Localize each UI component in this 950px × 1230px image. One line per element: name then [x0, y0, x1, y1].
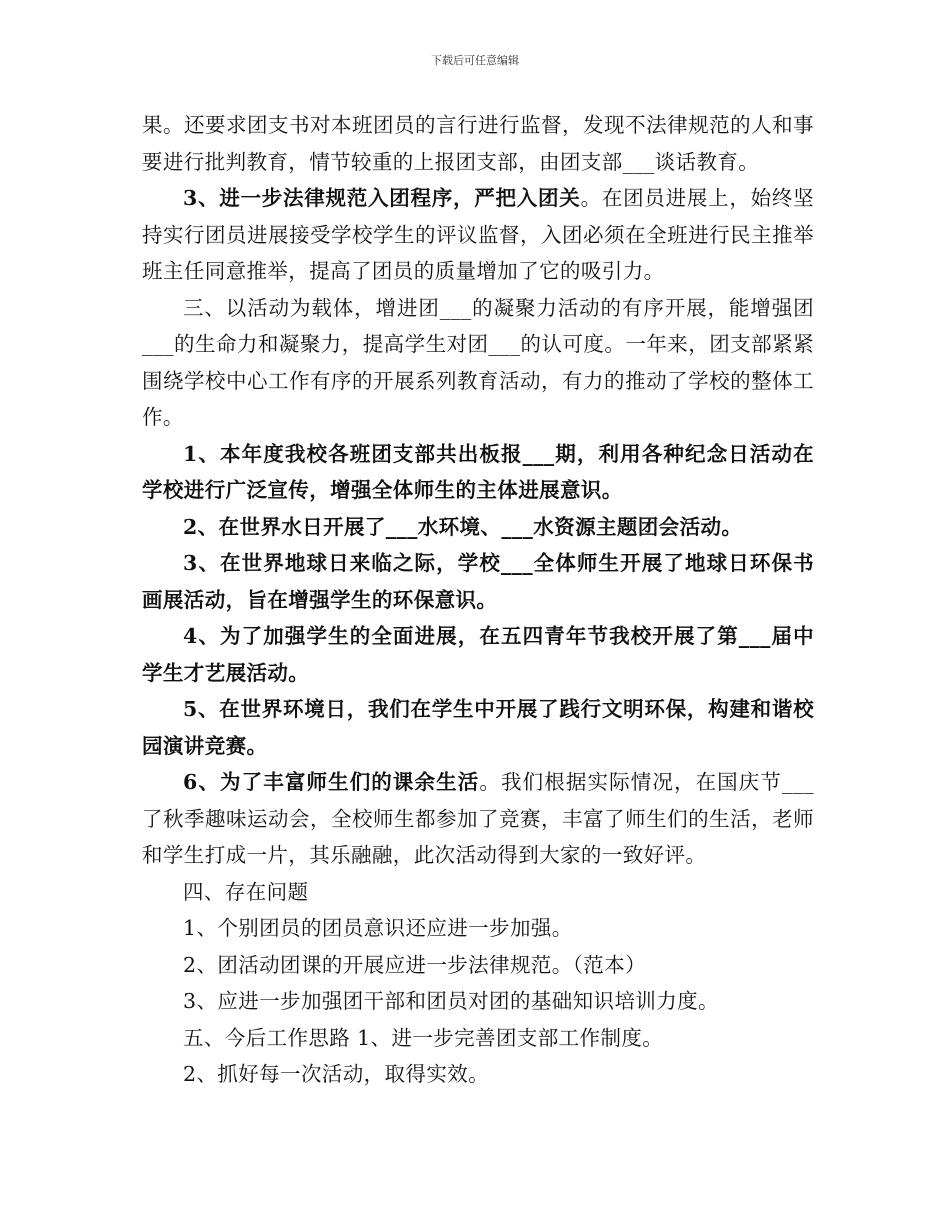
paragraph-text: 三、以活动为载体，增进团___的凝聚力活动的有序开展，能增强团___的生命力和凝聚力，提高学生对团___的认可度。一年来，团支部紧紧围绕学校中心工作有序的开展系列教育活动，有力的推动了学校的整体工作。 — [142, 295, 814, 429]
paragraph-text: 果。还要求团支书对本班团员的言行进行监督，发现不法律规范的人和事要进行批判教育，情节较重的上报团支部，由团支部___谈话教育。 — [142, 113, 814, 174]
paragraph-text: 3、在世界地球日来临之际，学校___全体师生开展了地球日环保书画展活动，旨在增强学生的环保意识。 — [142, 551, 814, 612]
paragraph-text: 4、为了加强学生的全面进展，在五四青年节我校开展了第___届中学生才艺展活动。 — [142, 624, 814, 685]
list-item-earth-day — [142, 545, 814, 618]
list-item-environment-day — [142, 691, 814, 764]
paragraph-text: 3、应进一步加强团干部和团员对团的基础知识培训力度。 — [183, 989, 719, 1013]
paragraph-text: 四、存在问题 — [183, 879, 309, 904]
paragraph-text: 5、在世界环境日，我们在学生中开展了践行文明环保，构建和谐校园演讲竞赛。 — [142, 697, 814, 758]
section-heading-future-work — [142, 1020, 814, 1057]
paragraph-lead: 6、为了丰富师生们的课余生活 — [183, 770, 480, 794]
list-item-problem-2 — [142, 947, 814, 984]
paragraph-lead: 3、进一步法律规范入团程序，严把入团关 — [183, 186, 581, 210]
paragraph-text: 1、本年度我校各班团支部共出板报___期，利用各种纪念日活动在学校进行广泛宣传，增强全体师生的主体进展意识。 — [142, 441, 814, 502]
paragraph-supervision — [142, 107, 814, 180]
paragraph-text: 2、团活动团课的开展应进一步法律规范。（范本） — [183, 952, 646, 977]
list-item-problem-3 — [142, 983, 814, 1020]
section-heading-activities — [142, 290, 814, 436]
list-item-water-day — [142, 509, 814, 546]
list-item-future-2 — [142, 1056, 814, 1093]
paragraph-text: 2、在世界水日开展了___水环境、___水资源主题团会活动。 — [183, 514, 743, 539]
document-body — [142, 107, 814, 1093]
paragraph-text: 。我们根据实际情况，在国庆节___了秋季趣味运动会，全校师生都参加了竞赛，丰富了师生们的生活，老师和学生打成一片，其乐融融，此次活动得到大家的一致好评。 — [142, 770, 814, 867]
section-heading-problems — [142, 874, 814, 911]
list-item-problem-1 — [142, 910, 814, 947]
list-item-blackboard — [142, 436, 814, 509]
list-item-youth-day — [142, 618, 814, 691]
paragraph-text: 五、今后工作思路 1、进一步完善团支部工作制度。 — [183, 1025, 664, 1050]
paragraph-text: 1、个别团员的团员意识还应进一步加强。 — [183, 916, 573, 940]
paragraph-text: 2、抓好每一次活动，取得实效。 — [183, 1062, 490, 1086]
page-header-note: 下载后可任意编辑 — [431, 54, 519, 67]
list-item-sports-meet — [142, 764, 814, 874]
paragraph-admission-procedure — [142, 180, 814, 290]
paragraph-text: 。在团员进展上，始终坚持实行团员进展接受学校学生的评议监督，入团必须在全班进行民主推举班主任同意推举，提高了团员的质量增加了它的吸引力。 — [142, 186, 814, 283]
